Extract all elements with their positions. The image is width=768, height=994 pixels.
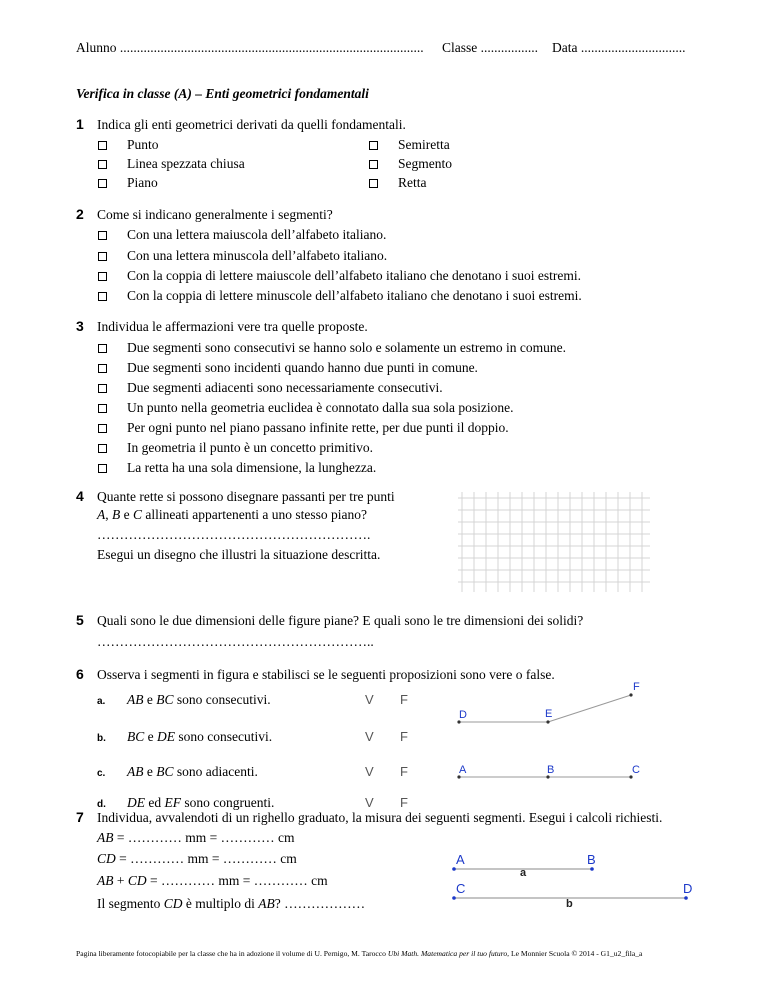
point-label-e: E xyxy=(545,708,553,720)
question-2-text: Come si indicano generalmente i segmenti? xyxy=(97,207,333,222)
point-label-c: C xyxy=(632,764,640,776)
option-label: Segmento xyxy=(398,156,452,171)
point-e xyxy=(546,720,549,723)
drawing-grid[interactable] xyxy=(458,492,650,592)
checkbox[interactable] xyxy=(98,231,107,240)
point-label-f: F xyxy=(633,681,640,693)
point-label-b: B xyxy=(587,852,596,867)
segment-ef xyxy=(548,695,631,722)
question-number: 7 xyxy=(76,809,84,825)
statement: AB e BC sono adiacenti. xyxy=(127,764,258,779)
checkbox[interactable] xyxy=(98,179,107,188)
question-4-line-1: Quante rette si possono disegnare passanti per tre punti xyxy=(97,489,395,504)
point-label-d: D xyxy=(459,709,467,721)
option-label: Due segmenti adiacenti sono necessariamente consecutivi. xyxy=(127,380,443,395)
point-label-a: A xyxy=(456,852,465,867)
question-number: 4 xyxy=(76,488,84,504)
option-label: Due segmenti sono incidenti quando hanno due punti in comune. xyxy=(127,360,478,375)
option-label: In geometria il punto è un concetto primitivo. xyxy=(127,440,373,455)
item-label: a. xyxy=(97,696,106,707)
option-label: Due segmenti sono consecutivi se hanno solo e solamente un estremo in comune. xyxy=(127,340,567,355)
false-option[interactable]: F xyxy=(400,795,408,810)
question-6-text: Osserva i segmenti in figura e stabilisci se le seguenti proposizioni sono vere o false. xyxy=(97,667,555,682)
question-number: 3 xyxy=(76,318,84,334)
measure-ab[interactable]: AB = ………… mm = ………… cm xyxy=(97,830,295,845)
question-1-text: Indica gli enti geometrici derivati da quelli fondamentali. xyxy=(97,117,406,132)
footer-note: Pagina liberamente fotocopiabile per la classe che ha in adozione il volume di U. Pernigo, M. Tarocco Ubi Math. Matematica per il tuo futuro, Le Monnier Scuola © 2014 - G1_u2_fila_a xyxy=(76,949,643,958)
option-label: Linea spezzata chiusa xyxy=(127,156,245,171)
checkbox[interactable] xyxy=(369,179,378,188)
measure-sum[interactable]: AB + CD = ………… mm = ………… cm xyxy=(97,873,328,888)
checkbox[interactable] xyxy=(98,344,107,353)
answer-line[interactable]: …………………………………………………….. xyxy=(97,634,374,649)
question-number: 2 xyxy=(76,206,84,222)
option-label: Con la coppia di lettere maiuscole dell’alfabeto italiano che denotano i suoi estremi. xyxy=(127,268,581,283)
option-label: Con la coppia di lettere minuscole dell’alfabeto italiano che denotano i suoi estremi. xyxy=(127,288,582,303)
point-label-a: A xyxy=(459,764,467,776)
checkbox[interactable] xyxy=(98,160,107,169)
true-option[interactable]: V xyxy=(365,795,374,810)
checkbox[interactable] xyxy=(98,444,107,453)
date-field[interactable]: Data ............................... xyxy=(552,40,686,55)
option-label: Con una lettera maiuscola dell’alfabeto italiano. xyxy=(127,227,387,242)
checkbox[interactable] xyxy=(98,292,107,301)
checkbox[interactable] xyxy=(98,141,107,150)
point-label-c: C xyxy=(456,881,466,896)
true-option[interactable]: V xyxy=(365,692,374,707)
point-f xyxy=(629,693,632,696)
student-name-field[interactable]: Alunno .......................................................................................... xyxy=(76,40,424,55)
true-option[interactable]: V xyxy=(365,764,374,779)
checkbox[interactable] xyxy=(98,384,107,393)
checkbox[interactable] xyxy=(98,252,107,261)
checkbox[interactable] xyxy=(98,272,107,281)
point-d xyxy=(684,896,688,900)
false-option[interactable]: F xyxy=(400,692,408,707)
point-b xyxy=(590,867,594,871)
point-label-b: B xyxy=(547,764,555,776)
checkbox[interactable] xyxy=(98,424,107,433)
checkbox[interactable] xyxy=(369,141,378,150)
true-option[interactable]: V xyxy=(365,729,374,744)
option-label: Con una lettera minuscola dell’alfabeto italiano. xyxy=(127,248,388,263)
item-label: d. xyxy=(97,799,106,810)
checkbox[interactable] xyxy=(98,404,107,413)
class-field[interactable]: Classe ................. xyxy=(442,40,538,55)
checkbox[interactable] xyxy=(98,364,107,373)
option-label: La retta ha una sola dimensione, la lunghezza. xyxy=(127,460,377,475)
question-number: 6 xyxy=(76,666,84,682)
point-c xyxy=(452,896,456,900)
option-label: Per ogni punto nel piano passano infinite rette, per due punti il doppio. xyxy=(127,420,509,435)
segment-label-a: a xyxy=(520,867,527,879)
multiple-question[interactable]: Il segmento CD è multiplo di AB? ……………… xyxy=(97,896,366,911)
point-a xyxy=(452,867,456,871)
question-4-line-3: Esegui un disegno che illustri la situazione descritta. xyxy=(97,547,381,562)
option-label: Punto xyxy=(127,137,159,152)
statement: BC e DE sono consecutivi. xyxy=(127,729,273,744)
option-label: Retta xyxy=(398,175,427,190)
answer-line[interactable]: ……………………………………………………. xyxy=(97,527,371,542)
false-option[interactable]: F xyxy=(400,764,408,779)
statement: AB e BC sono consecutivi. xyxy=(127,692,271,707)
measure-cd[interactable]: CD = ………… mm = ………… cm xyxy=(97,851,297,866)
point-label-d: D xyxy=(683,881,693,896)
question-number: 5 xyxy=(76,612,84,628)
question-4-line-2: A, B e C allineati appartenenti a uno stesso piano? xyxy=(97,507,367,522)
option-label: Semiretta xyxy=(398,137,450,152)
item-label: b. xyxy=(97,733,106,744)
checkbox[interactable] xyxy=(98,464,107,473)
statement: DE ed EF sono congruenti. xyxy=(127,795,275,810)
option-label: Piano xyxy=(127,175,158,190)
question-3-text: Individua le affermazioni vere tra quelle proposte. xyxy=(97,319,368,334)
segments-figure xyxy=(440,680,670,800)
checkbox[interactable] xyxy=(369,160,378,169)
question-number: 1 xyxy=(76,116,84,132)
question-5-text: Quali sono le due dimensioni delle figure piane? E quali sono le tre dimensioni dei solidi? xyxy=(97,613,584,628)
question-7-text: Individua, avvalendoti di un righello graduato, la misura dei seguenti segmenti. Esegui i calcoli richiesti. xyxy=(97,810,663,825)
page-title: Verifica in classe (A) – Enti geometrici fondamentali xyxy=(76,86,369,101)
segment-label-b: b xyxy=(566,898,573,910)
false-option[interactable]: F xyxy=(400,729,408,744)
item-label: c. xyxy=(97,768,106,779)
option-label: Un punto nella geometria euclidea è connotato dalla sua sola posizione. xyxy=(127,400,514,415)
